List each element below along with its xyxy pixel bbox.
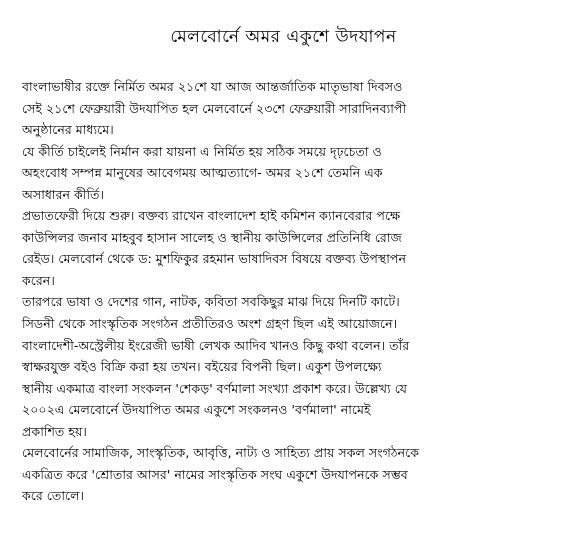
paragraph-2 [22,141,552,206]
text-line: মেলবোর্নের সামাজিক, সাংস্কৃতিক, আবৃত্তি, নাট্য ও সাহিত্য প্রায় সকল সংগঠনকে [22,445,420,461]
text-line: স্বাক্ষরযুক্ত বইও বিক্রি করা হয় তখন। বইয়ের বিপনী ছিল। একুশ উপলক্ষ্যে [22,359,382,375]
paragraph-1 [22,76,552,141]
text-line: করেন। [22,272,55,288]
paragraph-3 [22,205,552,291]
text-line: সেই ২১শে ফেব্রুয়ারী উদযাপিত হল মেলবোর্নে ২৩শে ফেব্রুয়ারী সারাদিনব্যাপী [22,100,407,116]
document-title: মেলবোর্নে অমর একুশে উদযাপন [170,27,397,47]
paragraph-5 [22,442,552,507]
text-line: সিডনী থেকে সাংস্কৃতিক সংগঠন প্রতীতিরও অংশ গ্রহণ ছিল এই আয়োজনে। [22,316,398,332]
text-line: অহংবোধ সম্পন্ন মানুষের আবেগময় আত্মত্যাগে- অমর ২১শে তেমনি এক [22,165,383,181]
text-line: একত্রিত করে 'শ্রোতার আসর' নামের সাংস্কৃতিক সংঘ একুশে উদযাপনকে সম্ভব [22,466,408,482]
document-body [22,76,552,507]
text-line: বাংলাভাষীর রক্তে নির্মিত অমর ২১শে যা আজ আন্তর্জাতিক মাতৃভাষা দিবসও [22,79,403,94]
text-line: কাউন্সিলর জনাব মাহবুব হাসান সালেহ ও স্থানীয় কাউন্সিলের প্রতিনিধি রোজ [22,229,402,245]
text-line: অসাধারন কীর্তি। [22,186,105,202]
text-line: যে কীর্তি চাইলেই নির্মান করা যায়না এ নির্মিত হয় সঠিক সময়ে দৃঢ়চেতা ও [22,143,382,159]
text-line: করে তোলে। [22,488,84,504]
text-line: তারপরে ভাষা ও দেশের গান, নাটক, কবিতা সবকিছুর মাঝ দিয়ে দিনটি কাটে। [22,294,400,310]
text-line: প্রকাশিত হয়। [22,423,87,439]
text-line: প্রভাতফেরী দিয়ে শুরু। বক্তব্য রাখেন বাংলাদেশ হাই কমিশন ক্যানবেরার পক্ষে [22,208,401,224]
text-line: স্থানীয় একমাত্র বাংলা সংকলন 'শেকড়' বর্ণমালা সংখ্যা প্রকাশ করে। উল্লেখ্য যে [22,380,408,396]
text-line: অনুষ্ঠানের মাধ্যমে। [22,122,114,138]
text-line: বাংলাদেশী-অস্ট্রেলীয় ইংরেজী ভাষী লেখক আদিব খানও কিছু কথা বলেন। তাঁর [22,337,410,353]
text-line: ২০০২এ মেলবোর্নে উদযাপিত অমর একুশে সংকলনও 'বর্ণমালা' নামেই [22,402,371,418]
paragraph-4 [22,291,552,442]
text-line: রেইড। মেলবোর্ন থেকে ড: মুশফিকুর রহমান ভাষাদিবস বিষয়ে বক্তব্য উপস্থাপন [22,251,406,267]
